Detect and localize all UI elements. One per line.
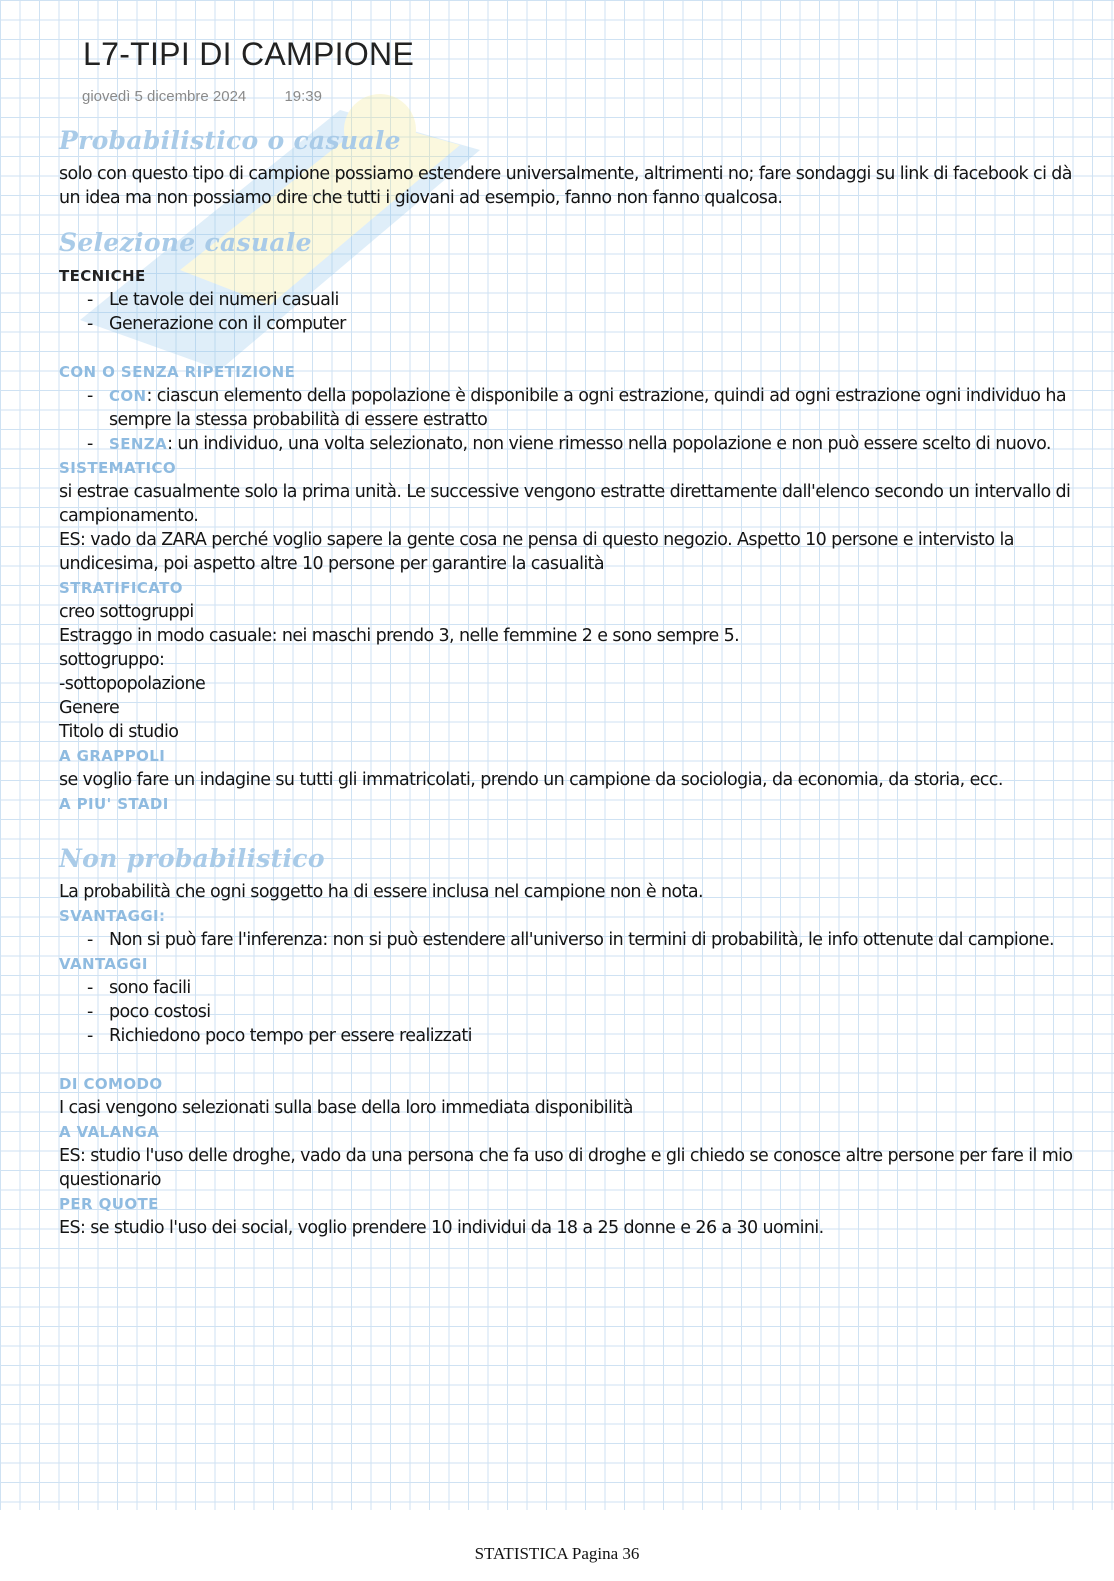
- heading-quote: PER QUOTE: [59, 1195, 159, 1213]
- heading-svantaggi: SVANTAGGI:: [59, 907, 166, 925]
- heading-non-probabilistico: Non probabilistico: [59, 844, 325, 873]
- page-footer: STATISTICA Pagina 36: [474, 1544, 640, 1563]
- list-item: - Non si può fare l'inferenza: non si può estendere all'universo in termini di probabilità, le info ottenute dal campione.: [87, 928, 1089, 952]
- stratificato-line: creo sottogruppi: [59, 602, 194, 622]
- list-item: - Le tavole dei numeri casuali: [87, 288, 1089, 312]
- stratificato-line: Titolo di studio: [59, 722, 179, 742]
- list-item: - Generazione con il computer: [87, 312, 1089, 336]
- list-item: - poco costosi: [87, 1000, 1089, 1024]
- page-title: L7-TIPI DI CAMPIONE: [83, 36, 415, 72]
- con-text: : ciascun elemento della popolazione è disponibile a ogni estrazione, quindi ad ogni estrazione ogni individuo ha sempre la stessa probabilità di essere estratto: [109, 386, 1066, 430]
- tecniche-label: TECNICHE: [59, 267, 146, 285]
- heading-grappoli: A GRAPPOLI: [59, 747, 166, 765]
- heading-stratificato: STRATIFICATO: [59, 579, 183, 597]
- heading-ripetizione: CON O SENZA RIPETIZIONE: [59, 363, 296, 381]
- heading-stadi: A PIU' STADI: [59, 795, 169, 813]
- stratificato-line: sottogruppo:: [59, 650, 165, 670]
- stratificato-line: Estraggo in modo casuale: nei maschi prendo 3, nelle femmine 2 e sono sempre 5.: [59, 626, 740, 646]
- note-content: [59, 122, 1089, 1240]
- non-probabilistico-text: La probabilità che ogni soggetto ha di essere inclusa nel campione non è nota.: [59, 882, 703, 902]
- list-item: - sono facili: [87, 976, 1089, 1000]
- probabilistico-text: solo con questo tipo di campione possiamo estendere universalmente, altrimenti no; fare sondaggi su link di facebook ci dà un idea ma non possiamo dire che tutti i giovani ad esempio, fanno non fanno qualcosa.: [59, 164, 1072, 208]
- svantaggi-list: [59, 928, 1089, 952]
- list-item-senza: [87, 432, 1089, 456]
- heading-vantaggi: VANTAGGI: [59, 955, 148, 973]
- page-meta: [82, 88, 322, 105]
- senza-text: : un individuo, una volta selezionato, non viene rimesso nella popolazione e non può essere scelto di nuovo.: [167, 434, 1051, 454]
- heading-sistematico: SISTEMATICO: [59, 459, 177, 477]
- sistematico-text: si estrae casualmente solo la prima unità. Le successive vengono estratte direttamente dall'elenco secondo un intervallo di campionamento.: [59, 482, 1071, 526]
- keyword-con: CON: [109, 387, 147, 405]
- sistematico-example: ES: vado da ZARA perché voglio sapere la gente cosa ne pensa di questo negozio. Aspetto 10 persone e intervisto la undicesima, poi aspetto altre 10 persone per garantire la casualità: [59, 530, 1014, 574]
- stratificato-line: Genere: [59, 698, 120, 718]
- vantaggi-list: [59, 976, 1089, 1048]
- quote-text: ES: se studio l'uso dei social, voglio prendere 10 individui da 18 a 25 donne e 26 a 30 uomini.: [59, 1218, 824, 1238]
- list-item: - Richiedono poco tempo per essere realizzati: [87, 1024, 1089, 1048]
- page-time: 19:39: [284, 88, 322, 105]
- valanga-text: ES: studio l'uso delle droghe, vado da una persona che fa uso di droghe e gli chiedo se conosce altre persone per fare il mio questionario: [59, 1146, 1073, 1190]
- grappoli-text: se voglio fare un indagine su tutti gli immatricolati, prendo un campione da sociologia, da economia, da storia, ecc.: [59, 770, 1003, 790]
- heading-selezione-casuale: Selezione casuale: [59, 228, 312, 257]
- ripetizione-list: [59, 384, 1089, 456]
- page-date: giovedì 5 dicembre 2024: [82, 88, 247, 105]
- heading-probabilistico: Probabilistico o casuale: [59, 126, 401, 155]
- list-item-con: [87, 384, 1089, 432]
- heading-valanga: A VALANGA: [59, 1123, 160, 1141]
- comodo-text: I casi vengono selezionati sulla base della loro immediata disponibilità: [59, 1098, 633, 1118]
- keyword-senza: SENZA: [109, 435, 168, 453]
- heading-comodo: DI COMODO: [59, 1075, 163, 1093]
- tecniche-list: [59, 288, 1089, 336]
- stratificato-line: -sottopopolazione: [59, 674, 206, 694]
